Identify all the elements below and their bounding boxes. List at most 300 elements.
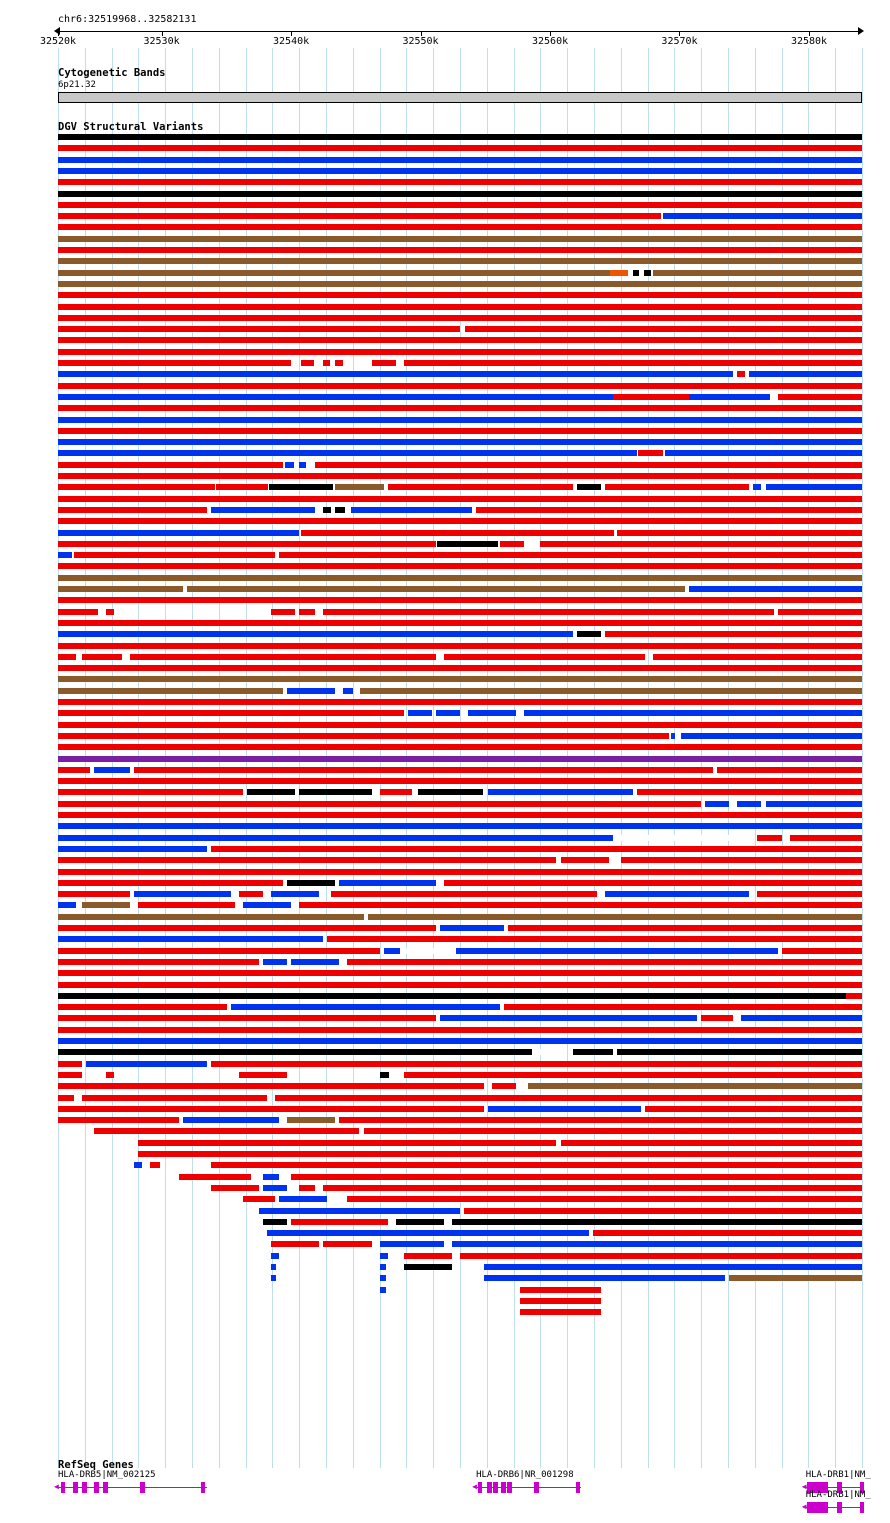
variant-segment[interactable] <box>58 688 283 694</box>
variant-segment[interactable] <box>573 1049 613 1055</box>
variant-segment[interactable] <box>323 1185 862 1191</box>
variant-segment[interactable] <box>520 1287 600 1293</box>
variant-segment[interactable] <box>138 1140 556 1146</box>
variant-segment[interactable] <box>106 1072 114 1078</box>
variant-segment[interactable] <box>766 484 862 490</box>
variant-segment[interactable] <box>263 1219 287 1225</box>
variant-segment[interactable] <box>384 948 400 954</box>
variant-segment[interactable] <box>58 428 862 434</box>
variant-segment[interactable] <box>58 247 862 253</box>
variant-segment[interactable] <box>58 507 207 513</box>
gene-exon[interactable] <box>576 1482 580 1493</box>
variant-segment[interactable] <box>58 552 72 558</box>
variant-segment[interactable] <box>770 394 778 400</box>
variant-segment[interactable] <box>468 710 516 716</box>
variant-row[interactable] <box>0 970 890 981</box>
variant-row[interactable] <box>0 1049 890 1060</box>
variant-segment[interactable] <box>323 1241 371 1247</box>
variant-segment[interactable] <box>58 383 862 389</box>
variant-row[interactable] <box>0 530 890 541</box>
variant-segment[interactable] <box>58 281 862 287</box>
variant-segment[interactable] <box>269 484 333 490</box>
variant-segment[interactable] <box>717 767 862 773</box>
variant-row[interactable] <box>0 620 890 631</box>
variant-segment[interactable] <box>605 891 750 897</box>
variant-row[interactable] <box>0 428 890 439</box>
variant-segment[interactable] <box>299 609 315 615</box>
variant-segment[interactable] <box>58 258 862 264</box>
variant-segment[interactable] <box>130 654 436 660</box>
variant-row[interactable] <box>0 1309 890 1320</box>
variant-segment[interactable] <box>58 948 380 954</box>
variant-segment[interactable] <box>380 1072 390 1078</box>
gene-exon[interactable] <box>860 1502 864 1513</box>
variant-segment[interactable] <box>106 609 114 615</box>
variant-segment[interactable] <box>444 654 645 660</box>
variant-segment[interactable] <box>58 530 299 536</box>
variant-segment[interactable] <box>528 1083 862 1089</box>
variant-segment[interactable] <box>621 857 862 863</box>
variant-segment[interactable] <box>58 710 404 716</box>
variant-segment[interactable] <box>452 1241 862 1247</box>
variant-row[interactable] <box>0 575 890 586</box>
variant-row[interactable] <box>0 835 890 846</box>
variant-segment[interactable] <box>380 1275 386 1281</box>
variant-segment[interactable] <box>58 835 613 841</box>
variant-segment[interactable] <box>58 609 98 615</box>
variant-segment[interactable] <box>263 1185 287 1191</box>
variant-segment[interactable] <box>299 902 862 908</box>
variant-segment[interactable] <box>287 688 335 694</box>
variant-row[interactable] <box>0 846 890 857</box>
gene-exon[interactable] <box>501 1482 506 1493</box>
variant-row[interactable] <box>0 326 890 337</box>
variant-segment[interactable] <box>287 1117 335 1123</box>
variant-segment[interactable] <box>58 439 862 445</box>
variant-row[interactable] <box>0 993 890 1004</box>
variant-segment[interactable] <box>520 1309 600 1315</box>
variant-segment[interactable] <box>211 507 316 513</box>
variant-row[interactable] <box>0 767 890 778</box>
variant-segment[interactable] <box>58 631 573 637</box>
variant-segment[interactable] <box>58 733 669 739</box>
variant-segment[interactable] <box>418 789 482 795</box>
variant-segment[interactable] <box>782 948 862 954</box>
variant-row[interactable] <box>0 789 890 800</box>
variant-segment[interactable] <box>58 349 862 355</box>
variant-segment[interactable] <box>638 450 662 456</box>
variant-segment[interactable] <box>436 710 460 716</box>
variant-segment[interactable] <box>404 948 452 954</box>
variant-segment[interactable] <box>440 925 504 931</box>
variant-row[interactable] <box>0 315 890 326</box>
variant-row[interactable] <box>0 643 890 654</box>
variant-row[interactable] <box>0 507 890 518</box>
variant-segment[interactable] <box>343 688 353 694</box>
variant-segment[interactable] <box>327 936 862 942</box>
variant-row[interactable] <box>0 473 890 484</box>
variant-segment[interactable] <box>58 292 862 298</box>
dgv-variant-rows[interactable] <box>0 134 890 1404</box>
variant-row[interactable] <box>0 1072 890 1083</box>
variant-segment[interactable] <box>58 417 862 423</box>
variant-segment[interactable] <box>452 1219 862 1225</box>
variant-segment[interactable] <box>323 507 331 513</box>
variant-row[interactable] <box>0 1061 890 1072</box>
variant-segment[interactable] <box>605 484 750 490</box>
variant-segment[interactable] <box>211 1185 259 1191</box>
variant-segment[interactable] <box>663 213 862 219</box>
variant-row[interactable] <box>0 292 890 303</box>
variant-segment[interactable] <box>134 1162 142 1168</box>
variant-row[interactable] <box>0 857 890 868</box>
variant-row[interactable] <box>0 224 890 235</box>
variant-row[interactable] <box>0 383 890 394</box>
variant-segment[interactable] <box>94 767 130 773</box>
variant-segment[interactable] <box>58 1049 532 1055</box>
variant-segment[interactable] <box>380 1253 388 1259</box>
variant-segment[interactable] <box>58 484 215 490</box>
variant-segment[interactable] <box>380 1241 444 1247</box>
cytoband-bar[interactable] <box>58 92 862 103</box>
variant-row[interactable] <box>0 484 890 495</box>
variant-segment[interactable] <box>291 1219 387 1225</box>
variant-segment[interactable] <box>404 1253 452 1259</box>
variant-row[interactable] <box>0 880 890 891</box>
gene-exon[interactable] <box>534 1482 539 1493</box>
variant-row[interactable] <box>0 710 890 721</box>
variant-segment[interactable] <box>291 1174 862 1180</box>
variant-segment[interactable] <box>610 270 628 276</box>
variant-segment[interactable] <box>58 315 862 321</box>
variant-row[interactable] <box>0 1083 890 1094</box>
variant-row[interactable] <box>0 869 890 880</box>
variant-segment[interactable] <box>58 541 436 547</box>
variant-row[interactable] <box>0 631 890 642</box>
variant-segment[interactable] <box>58 925 436 931</box>
variant-segment[interactable] <box>231 1004 500 1010</box>
variant-segment[interactable] <box>368 914 862 920</box>
variant-row[interactable] <box>0 982 890 993</box>
variant-segment[interactable] <box>323 360 329 366</box>
variant-segment[interactable] <box>58 1083 484 1089</box>
variant-segment[interactable] <box>82 902 130 908</box>
variant-segment[interactable] <box>74 552 275 558</box>
variant-segment[interactable] <box>500 541 524 547</box>
variant-row[interactable] <box>0 744 890 755</box>
variant-segment[interactable] <box>285 462 295 468</box>
variant-segment[interactable] <box>94 1128 359 1134</box>
variant-row[interactable] <box>0 1117 890 1128</box>
variant-segment[interactable] <box>404 1072 862 1078</box>
variant-segment[interactable] <box>299 789 371 795</box>
variant-segment[interactable] <box>58 496 862 502</box>
variant-segment[interactable] <box>211 1061 862 1067</box>
variant-segment[interactable] <box>82 654 122 660</box>
variant-segment[interactable] <box>58 168 862 174</box>
variant-segment[interactable] <box>58 597 862 603</box>
variant-row[interactable] <box>0 891 890 902</box>
variant-segment[interactable] <box>408 710 432 716</box>
variant-row[interactable] <box>0 902 890 913</box>
gene-exon[interactable] <box>201 1482 205 1493</box>
variant-row[interactable] <box>0 654 890 665</box>
variant-segment[interactable] <box>520 1298 600 1304</box>
variant-row[interactable] <box>0 405 890 416</box>
variant-row[interactable] <box>0 1106 890 1117</box>
variant-segment[interactable] <box>179 1174 251 1180</box>
variant-segment[interactable] <box>456 948 778 954</box>
variant-segment[interactable] <box>259 1208 460 1214</box>
gene-exon[interactable] <box>487 1482 492 1493</box>
variant-segment[interactable] <box>58 202 862 208</box>
variant-segment[interactable] <box>335 484 383 490</box>
variant-row[interactable] <box>0 778 890 789</box>
variant-segment[interactable] <box>58 157 862 163</box>
variant-segment[interactable] <box>279 552 862 558</box>
variant-row[interactable] <box>0 1140 890 1151</box>
variant-segment[interactable] <box>58 213 661 219</box>
variant-row[interactable] <box>0 1241 890 1252</box>
variant-row[interactable] <box>0 337 890 348</box>
variant-segment[interactable] <box>58 869 862 875</box>
variant-segment[interactable] <box>534 1049 566 1055</box>
variant-segment[interactable] <box>267 1230 589 1236</box>
variant-segment[interactable] <box>360 688 863 694</box>
variant-segment[interactable] <box>301 360 314 366</box>
variant-segment[interactable] <box>58 405 862 411</box>
variant-segment[interactable] <box>58 767 90 773</box>
variant-segment[interactable] <box>540 541 862 547</box>
variant-segment[interactable] <box>58 450 637 456</box>
variant-segment[interactable] <box>58 789 243 795</box>
variant-segment[interactable] <box>613 394 689 400</box>
variant-row[interactable] <box>0 688 890 699</box>
variant-row[interactable] <box>0 823 890 834</box>
variant-row[interactable] <box>0 304 890 315</box>
variant-row[interactable] <box>0 733 890 744</box>
variant-row[interactable] <box>0 1230 890 1241</box>
variant-segment[interactable] <box>58 620 862 626</box>
variant-segment[interactable] <box>58 1027 862 1033</box>
variant-segment[interactable] <box>757 835 781 841</box>
variant-row[interactable] <box>0 1287 890 1298</box>
variant-segment[interactable] <box>138 902 234 908</box>
variant-segment[interactable] <box>372 360 396 366</box>
variant-row[interactable] <box>0 168 890 179</box>
variant-row[interactable] <box>0 394 890 405</box>
variant-row[interactable] <box>0 462 890 473</box>
variant-segment[interactable] <box>134 891 230 897</box>
variant-segment[interactable] <box>437 541 497 547</box>
variant-segment[interactable] <box>58 179 862 185</box>
variant-segment[interactable] <box>323 609 773 615</box>
variant-segment[interactable] <box>58 846 207 852</box>
variant-row[interactable] <box>0 236 890 247</box>
variant-segment[interactable] <box>58 1038 862 1044</box>
variant-row[interactable] <box>0 801 890 812</box>
variant-segment[interactable] <box>561 857 609 863</box>
variant-row[interactable] <box>0 948 890 959</box>
variant-segment[interactable] <box>617 1049 862 1055</box>
variant-segment[interactable] <box>577 631 601 637</box>
variant-segment[interactable] <box>58 518 862 524</box>
variant-segment[interactable] <box>339 880 435 886</box>
variant-segment[interactable] <box>644 270 650 276</box>
variant-segment[interactable] <box>58 134 862 140</box>
variant-segment[interactable] <box>58 665 862 671</box>
variant-segment[interactable] <box>58 936 323 942</box>
gene-exon[interactable] <box>837 1502 842 1513</box>
variant-segment[interactable] <box>58 326 460 332</box>
variant-row[interactable] <box>0 1128 890 1139</box>
variant-segment[interactable] <box>58 1106 484 1112</box>
variant-segment[interactable] <box>58 337 862 343</box>
variant-segment[interactable] <box>58 224 862 230</box>
variant-segment[interactable] <box>58 880 283 886</box>
variant-row[interactable] <box>0 1208 890 1219</box>
variant-segment[interactable] <box>58 654 76 660</box>
variant-segment[interactable] <box>488 1106 641 1112</box>
variant-segment[interactable] <box>58 371 733 377</box>
variant-row[interactable] <box>0 270 890 281</box>
variant-segment[interactable] <box>339 1117 862 1123</box>
variant-segment[interactable] <box>633 270 639 276</box>
variant-segment[interactable] <box>247 789 295 795</box>
variant-row[interactable] <box>0 371 890 382</box>
variant-row[interactable] <box>0 450 890 461</box>
variant-segment[interactable] <box>58 360 291 366</box>
variant-segment[interactable] <box>58 394 613 400</box>
variant-segment[interactable] <box>299 1185 315 1191</box>
variant-row[interactable] <box>0 1027 890 1038</box>
variant-segment[interactable] <box>271 1241 319 1247</box>
variant-segment[interactable] <box>388 484 573 490</box>
variant-segment[interactable] <box>846 993 862 999</box>
variant-segment[interactable] <box>211 846 862 852</box>
variant-row[interactable] <box>0 1219 890 1230</box>
variant-segment[interactable] <box>508 925 862 931</box>
variant-segment[interactable] <box>86 1061 207 1067</box>
variant-segment[interactable] <box>653 654 862 660</box>
variant-segment[interactable] <box>279 1196 327 1202</box>
variant-row[interactable] <box>0 1264 890 1275</box>
variant-row[interactable] <box>0 518 890 529</box>
variant-segment[interactable] <box>351 507 472 513</box>
variant-segment[interactable] <box>645 1106 862 1112</box>
variant-row[interactable] <box>0 360 890 371</box>
variant-segment[interactable] <box>504 1004 862 1010</box>
variant-segment[interactable] <box>58 812 862 818</box>
variant-segment[interactable] <box>271 1275 276 1281</box>
variant-row[interactable] <box>0 157 890 168</box>
variant-row[interactable] <box>0 1162 890 1173</box>
gene-exon[interactable] <box>507 1482 512 1493</box>
variant-row[interactable] <box>0 699 890 710</box>
variant-row[interactable] <box>0 609 890 620</box>
variant-segment[interactable] <box>364 1128 862 1134</box>
variant-segment[interactable] <box>58 778 862 784</box>
gene-exon[interactable] <box>103 1482 108 1493</box>
variant-segment[interactable] <box>134 767 713 773</box>
variant-row[interactable] <box>0 145 890 156</box>
variant-segment[interactable] <box>637 789 862 795</box>
variant-row[interactable] <box>0 496 890 507</box>
variant-row[interactable] <box>0 258 890 269</box>
variant-segment[interactable] <box>58 823 862 829</box>
variant-segment[interactable] <box>790 835 862 841</box>
variant-segment[interactable] <box>271 1264 276 1270</box>
variant-segment[interactable] <box>737 371 745 377</box>
variant-segment[interactable] <box>440 1015 697 1021</box>
gene-exon[interactable] <box>140 1482 145 1493</box>
variant-segment[interactable] <box>58 586 183 592</box>
variant-segment[interactable] <box>287 880 335 886</box>
variant-segment[interactable] <box>665 450 862 456</box>
variant-segment[interactable] <box>58 145 862 151</box>
variant-segment[interactable] <box>729 1275 862 1281</box>
gene-exon[interactable] <box>61 1482 65 1493</box>
variant-row[interactable] <box>0 1015 890 1026</box>
variant-segment[interactable] <box>239 891 263 897</box>
variant-segment[interactable] <box>444 880 862 886</box>
variant-segment[interactable] <box>465 326 862 332</box>
variant-segment[interactable] <box>58 563 862 569</box>
variant-segment[interactable] <box>492 1083 516 1089</box>
variant-row[interactable] <box>0 563 890 574</box>
variant-segment[interactable] <box>396 1219 444 1225</box>
variant-segment[interactable] <box>243 1196 275 1202</box>
variant-segment[interactable] <box>331 891 596 897</box>
variant-segment[interactable] <box>243 902 291 908</box>
variant-row[interactable] <box>0 1004 890 1015</box>
variant-segment[interactable] <box>138 1151 862 1157</box>
variant-segment[interactable] <box>275 1095 862 1101</box>
variant-segment[interactable] <box>58 914 364 920</box>
variant-segment[interactable] <box>58 462 283 468</box>
variant-segment[interactable] <box>82 1095 267 1101</box>
variant-row[interactable] <box>0 281 890 292</box>
variant-segment[interactable] <box>301 530 615 536</box>
variant-segment[interactable] <box>593 1230 862 1236</box>
variant-segment[interactable] <box>263 959 287 965</box>
variant-segment[interactable] <box>58 1117 179 1123</box>
variant-segment[interactable] <box>58 643 862 649</box>
variant-row[interactable] <box>0 812 890 823</box>
variant-segment[interactable] <box>58 744 862 750</box>
variant-segment[interactable] <box>753 484 761 490</box>
variant-segment[interactable] <box>380 1264 386 1270</box>
variant-segment[interactable] <box>58 1004 227 1010</box>
variant-segment[interactable] <box>737 801 761 807</box>
variant-row[interactable] <box>0 213 890 224</box>
variant-segment[interactable] <box>58 1061 82 1067</box>
variant-row[interactable] <box>0 247 890 258</box>
variant-row[interactable] <box>0 1196 890 1207</box>
variant-segment[interactable] <box>58 970 862 976</box>
variant-segment[interactable] <box>187 586 685 592</box>
variant-row[interactable] <box>0 959 890 970</box>
variant-segment[interactable] <box>58 857 556 863</box>
variant-segment[interactable] <box>347 959 862 965</box>
variant-row[interactable] <box>0 586 890 597</box>
variant-row[interactable] <box>0 914 890 925</box>
gene-exon[interactable] <box>807 1502 811 1513</box>
variant-segment[interactable] <box>671 733 676 739</box>
variant-row[interactable] <box>0 134 890 145</box>
variant-segment[interactable] <box>315 462 862 468</box>
variant-segment[interactable] <box>380 1287 386 1293</box>
